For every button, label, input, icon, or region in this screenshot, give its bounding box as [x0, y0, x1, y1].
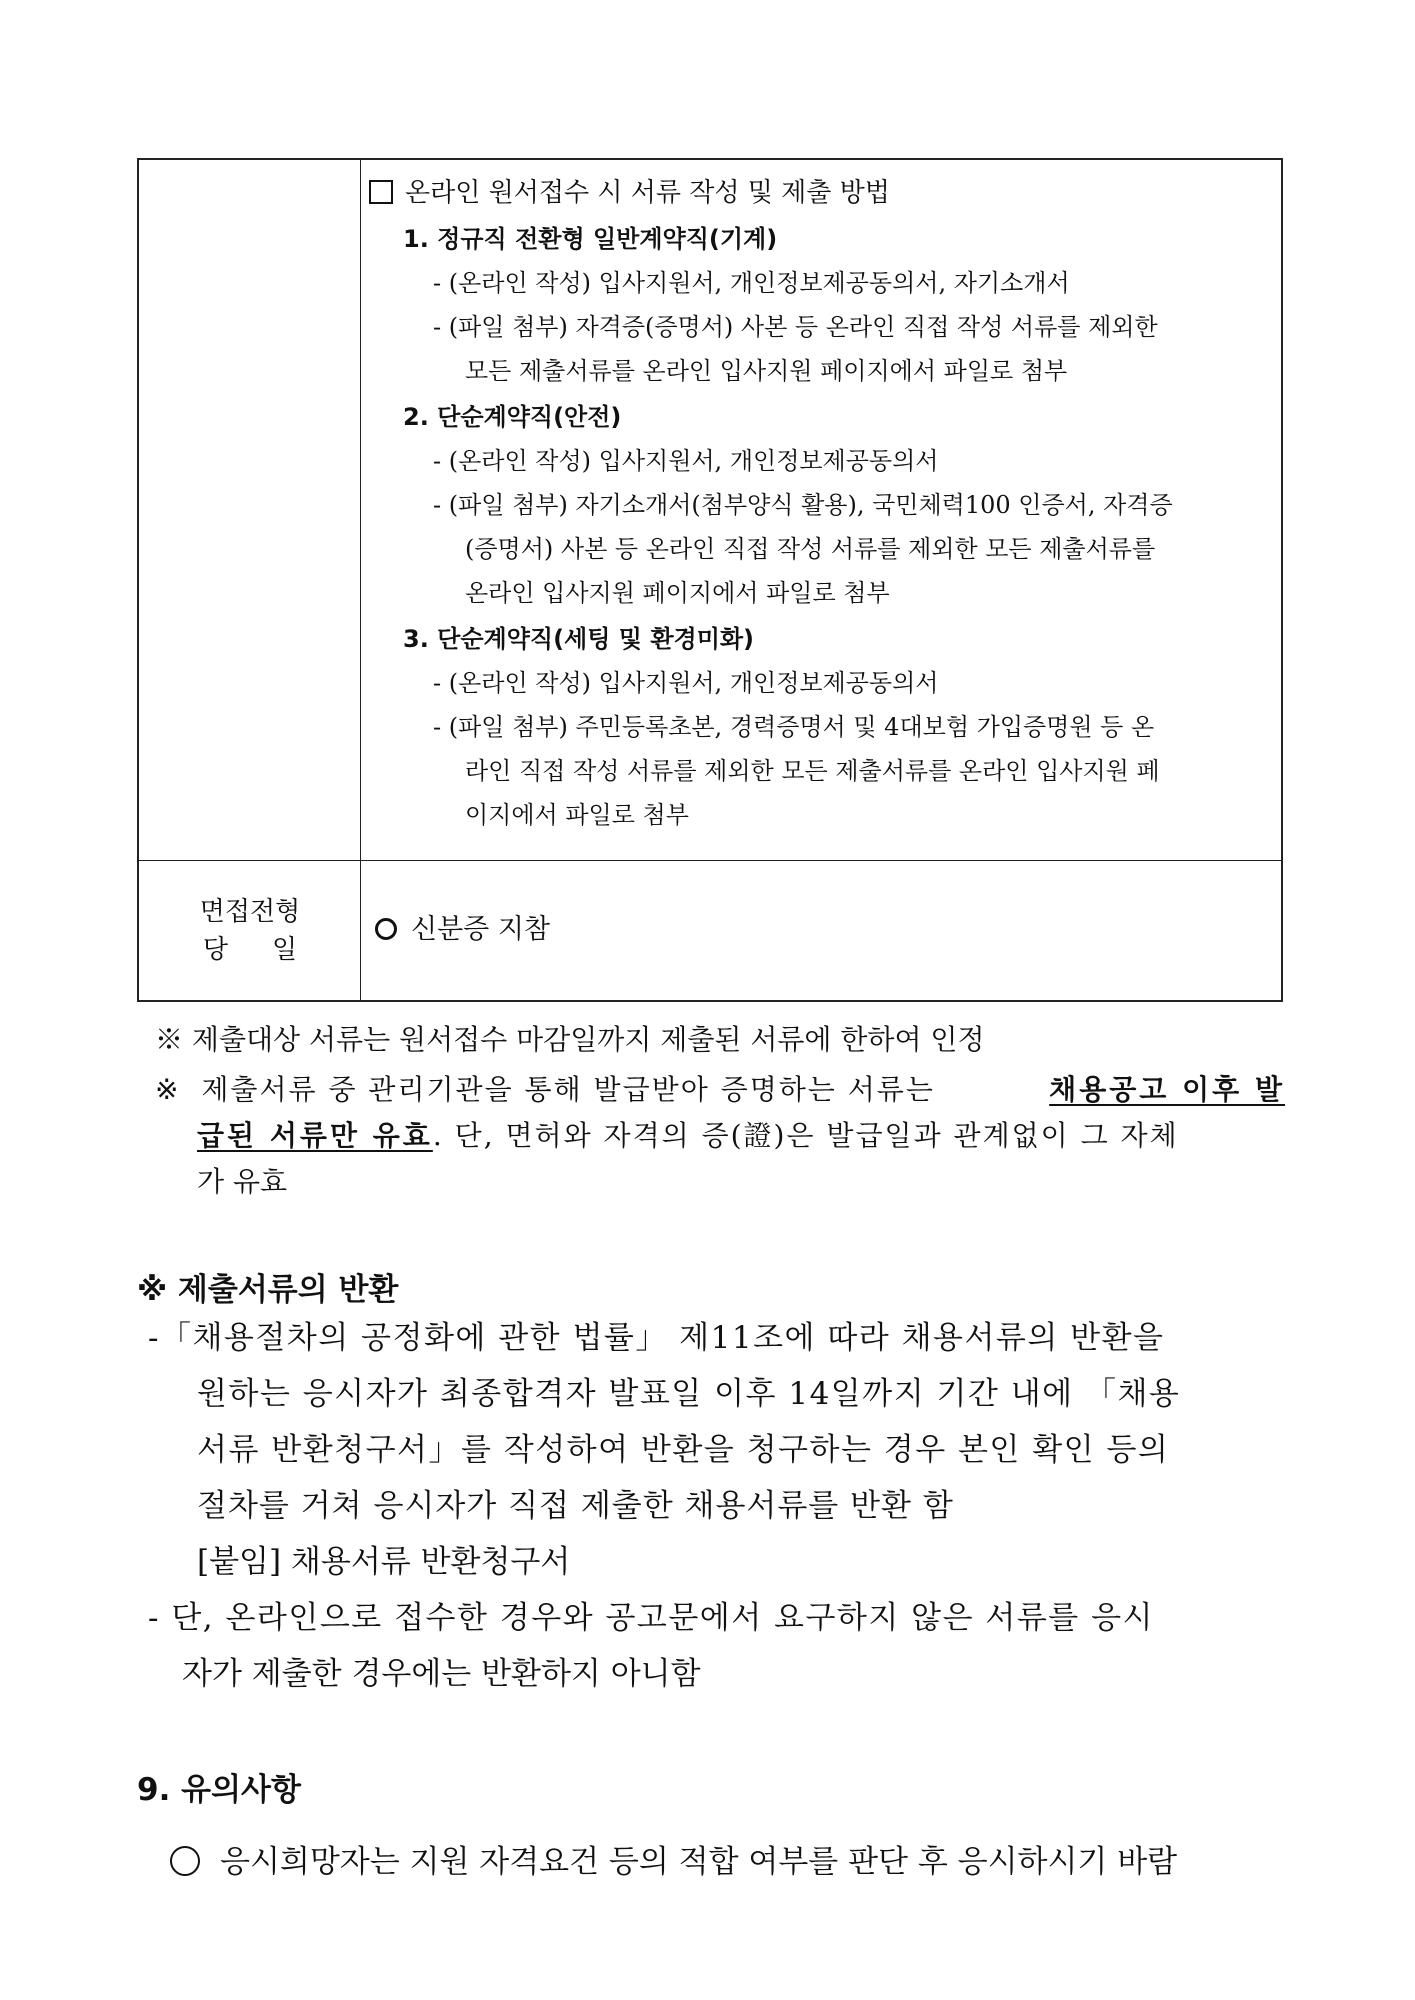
return-section-title: ※ 제출서류의 반환 — [137, 1272, 399, 1308]
method-heading: 온라인 원서접수 시 서류 작성 및 제출 방법 — [369, 178, 890, 208]
caution-item: 응시희망자는 지원 자격요건 등의 적합 여부를 판단 후 응시하시기 바람 — [170, 1842, 1177, 1882]
circle-bullet-icon — [375, 918, 397, 940]
item-2-online: - (온라인 작성) 입사지원서, 개인정보제공동의서 — [433, 447, 939, 475]
table-cell-method — [361, 160, 1281, 860]
table-row-online-method — [139, 160, 1281, 861]
item-3-title: 3. 단순계약직(세팅 및 환경미화) — [403, 625, 755, 653]
caution-section-title: 9. 유의사항 — [137, 1772, 301, 1808]
interview-item: 신분증 지참 — [375, 915, 550, 945]
table-cell-interview-item — [361, 861, 1281, 1000]
return-line-6: - 단, 온라인으로 접수한 경우와 공고문에서 요구하지 않은 서류를 응시 — [148, 1600, 1154, 1636]
checkbox-square-icon — [369, 180, 393, 204]
return-line-1: -「채용절차의 공정화에 관한 법률」 제11조에 따라 채용서류의 반환을 — [148, 1320, 1165, 1356]
item-3-file-line-3: 이지에서 파일로 첨부 — [465, 801, 689, 829]
return-line-4: 절차를 거쳐 응시자가 직접 제출한 채용서류를 반환 함 — [197, 1488, 954, 1524]
return-attachment: [붙임] 채용서류 반환청구서 — [197, 1544, 571, 1580]
return-line-3: 서류 반환청구서」를 작성하여 반환을 청구하는 경우 본인 확인 등의 — [197, 1432, 1170, 1468]
table-cell-empty — [139, 160, 361, 860]
interview-label-line-2: 당일 — [202, 934, 342, 965]
table-cell-interview-label — [139, 861, 361, 1000]
note-1: ※ 제출대상 서류는 원서접수 마감일까지 제출된 서류에 한하여 인정 — [155, 1023, 985, 1056]
return-line-2: 원하는 응시자가 최종합격자 발표일 이후 14일까지 기간 내에 「채용 — [197, 1376, 1181, 1412]
item-2-file-line-3: 온라인 입사지원 페이지에서 파일로 첨부 — [465, 579, 890, 607]
item-3-file-line-1: - (파일 첨부) 주민등록초본, 경력증명서 및 4대보험 가입증명원 등 온 — [433, 713, 1155, 741]
item-1-title: 1. 정규직 전환형 일반계약직(기계) — [403, 225, 778, 253]
item-2-file-line-1: - (파일 첨부) 자기소개서(첨부양식 활용), 국민체력100 인증서, 자격증 — [433, 491, 1173, 519]
return-line-7: 자가 제출한 경우에는 반환하지 아니함 — [182, 1656, 701, 1692]
note-2-line-1: ※ 제출서류 중 관리기관을 통해 발급받아 증명하는 서류는 채용공고 이후 발 — [155, 1073, 1285, 1106]
note-2-line-2: 급된 서류만 유효. 단, 면허와 자격의 증(證)은 발급일과 관계없이 그 자체 — [197, 1119, 1179, 1152]
item-1-online: - (온라인 작성) 입사지원서, 개인정보제공동의서, 자기소개서 — [433, 269, 1070, 297]
item-1-file-line-1: - (파일 첨부) 자격증(증명서) 사본 등 온라인 직접 작성 서류를 제외한 — [433, 313, 1158, 341]
item-2-title: 2. 단순계약직(안전) — [403, 403, 622, 431]
item-3-file-line-2: 라인 직접 작성 서류를 제외한 모든 제출서류를 온라인 입사지원 페 — [465, 757, 1160, 785]
interview-label-line-1: 면접전형 — [199, 896, 301, 927]
note-2-emphasis-1: 채용공고 이후 발 — [1049, 1073, 1285, 1106]
submission-table — [137, 158, 1283, 1002]
table-row-interview — [139, 861, 1281, 1000]
item-2-file-line-2: (증명서) 사본 등 온라인 직접 작성 서류를 제외한 모든 제출서류를 — [465, 535, 1156, 563]
item-3-online: - (온라인 작성) 입사지원서, 개인정보제공동의서 — [433, 669, 939, 697]
note-2-line-3: 가 유효 — [197, 1165, 288, 1198]
note-2-emphasis-2: 급된 서류만 유효 — [197, 1119, 433, 1152]
item-1-file-line-2: 모든 제출서류를 온라인 입사지원 페이지에서 파일로 첨부 — [465, 357, 1068, 385]
hollow-circle-icon — [170, 1846, 200, 1876]
